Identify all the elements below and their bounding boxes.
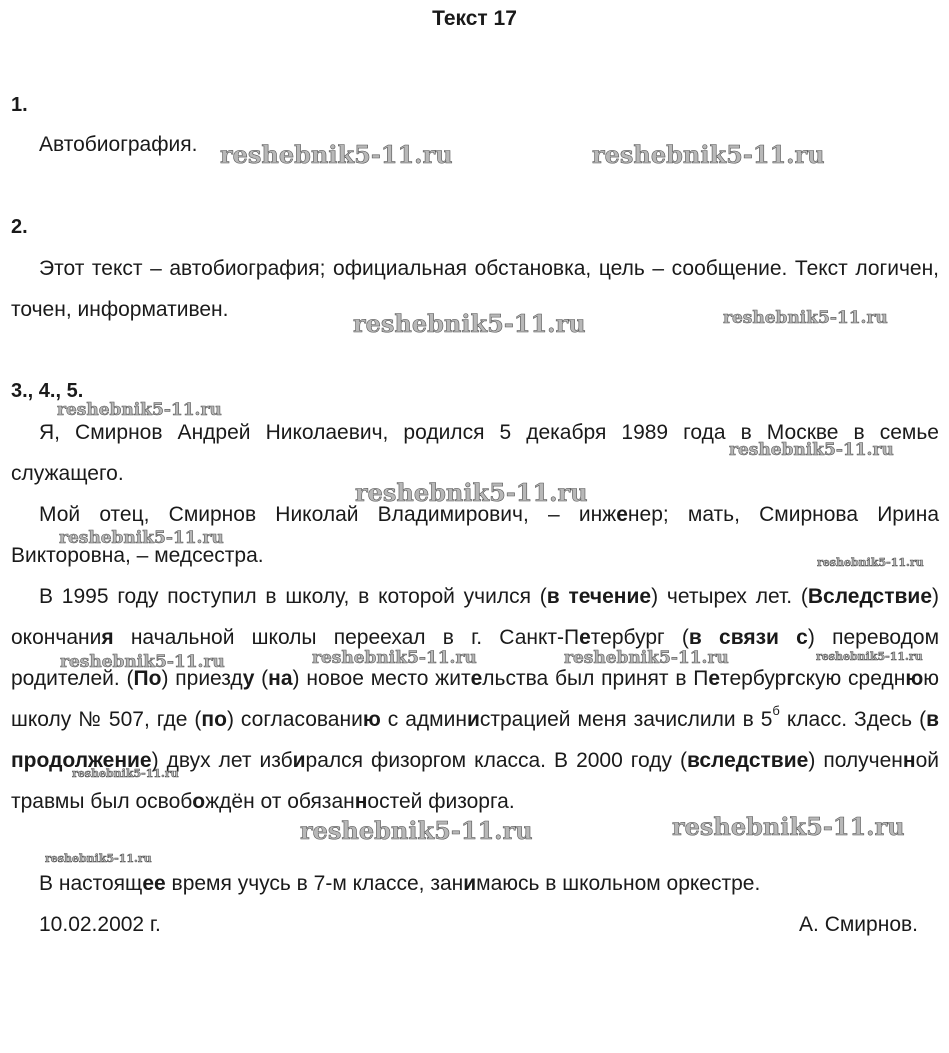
section-1-paragraph-1: Автобиография.	[39, 133, 198, 156]
section-3-paragraph-1: Я, Смирнов Андрей Николаевич, родился 5 декабря 1989 года в Москве в семье служащего.	[11, 421, 939, 485]
bold-emphasis: ю	[905, 667, 924, 690]
watermark: reshebnik5-11.ru	[57, 400, 222, 420]
bold-emphasis: в связи с	[688, 626, 808, 649]
section-1-number: 1.	[11, 94, 28, 116]
watermark: reshebnik5-11.ru	[723, 308, 888, 328]
bold-emphasis: у	[242, 667, 255, 690]
watermark: reshebnik5-11.ru	[564, 648, 729, 668]
bold-emphasis: е	[616, 503, 628, 526]
section-3-paragraph-4: В настоящее время учусь в 7-м классе, занимаюсь в школьном оркестре.	[39, 872, 761, 895]
watermark: reshebnik5-11.ru	[355, 478, 588, 507]
bold-emphasis: вследствие	[686, 749, 809, 772]
page-title: Текст 17	[432, 7, 517, 30]
bold-emphasis: и	[463, 872, 477, 895]
watermark: reshebnik5-11.ru	[312, 648, 477, 668]
watermark: reshebnik5-11.ru	[353, 309, 586, 338]
bold-emphasis: по	[201, 708, 227, 731]
bold-emphasis: ю	[362, 708, 381, 731]
bold-emphasis: и	[466, 708, 480, 731]
section-3-paragraph-2: Мой отец, Смирнов Николай Владимирович, – инженер; мать, Смирнова Ирина Викторовна, – медсестра.	[11, 503, 939, 567]
watermark: reshebnik5-11.ru	[59, 528, 224, 548]
bold-emphasis: н	[354, 790, 368, 813]
bold-emphasis: г	[786, 667, 796, 690]
bold-emphasis: н	[902, 749, 916, 772]
section-3-number: 3., 4., 5.	[11, 380, 84, 402]
bold-emphasis: е	[579, 626, 591, 649]
section-2-paragraph-1: Этот текст – автобиография; официальная обстановка, цель – сообщение. Текст логичен, точен, информативен.	[11, 257, 939, 321]
signature-date: 10.02.2002 г.	[39, 913, 161, 936]
watermark: reshebnik5-11.ru	[300, 816, 533, 845]
watermark: reshebnik5-11.ru	[816, 650, 923, 663]
bold-emphasis: е	[470, 667, 483, 690]
bold-emphasis: на	[268, 667, 293, 690]
watermark: reshebnik5-11.ru	[817, 556, 924, 569]
bold-emphasis: По	[133, 667, 162, 690]
watermark: reshebnik5-11.ru	[45, 852, 152, 865]
bold-emphasis: я	[101, 626, 114, 649]
bold-emphasis: е	[708, 667, 721, 690]
bold-emphasis: в продолжение	[11, 708, 940, 772]
watermark: reshebnik5-11.ru	[220, 140, 453, 169]
watermark: reshebnik5-11.ru	[60, 652, 225, 672]
watermark: reshebnik5-11.ru	[672, 812, 905, 841]
bold-emphasis: о	[192, 790, 206, 813]
superscript: б	[772, 703, 780, 718]
bold-emphasis: в течение	[546, 585, 652, 608]
section-3-paragraph-3: В 1995 году поступил в школу, в которой учился (в течение) четырех лет. (Вследствие) окончания начальной школы переехал в г. Санкт-Петербург (в связи с) переводом родителей. (По) приезду (на) новое место жительства был принят в Петербургскую среднюю школу № 507, где (по) согласованию с администрацией меня зачислили в $5^б$ класс. Здесь (в продолжение) двух лет избирался физоргом класса. В 2000 году (вследствие) полученной травмы был освобождён от обязанностей физорга.	[11, 585, 940, 813]
watermark: reshebnik5-11.ru	[592, 140, 825, 169]
bold-emphasis: и	[292, 749, 306, 772]
watermark: reshebnik5-11.ru	[72, 767, 179, 780]
signature-name: А. Смирнов.	[799, 913, 918, 936]
section-2-number: 2.	[11, 216, 28, 238]
watermark: reshebnik5-11.ru	[729, 440, 894, 460]
bold-emphasis: ее	[142, 872, 166, 895]
signature-row	[39, 904, 918, 945]
bold-emphasis: Вследствие	[807, 585, 932, 608]
